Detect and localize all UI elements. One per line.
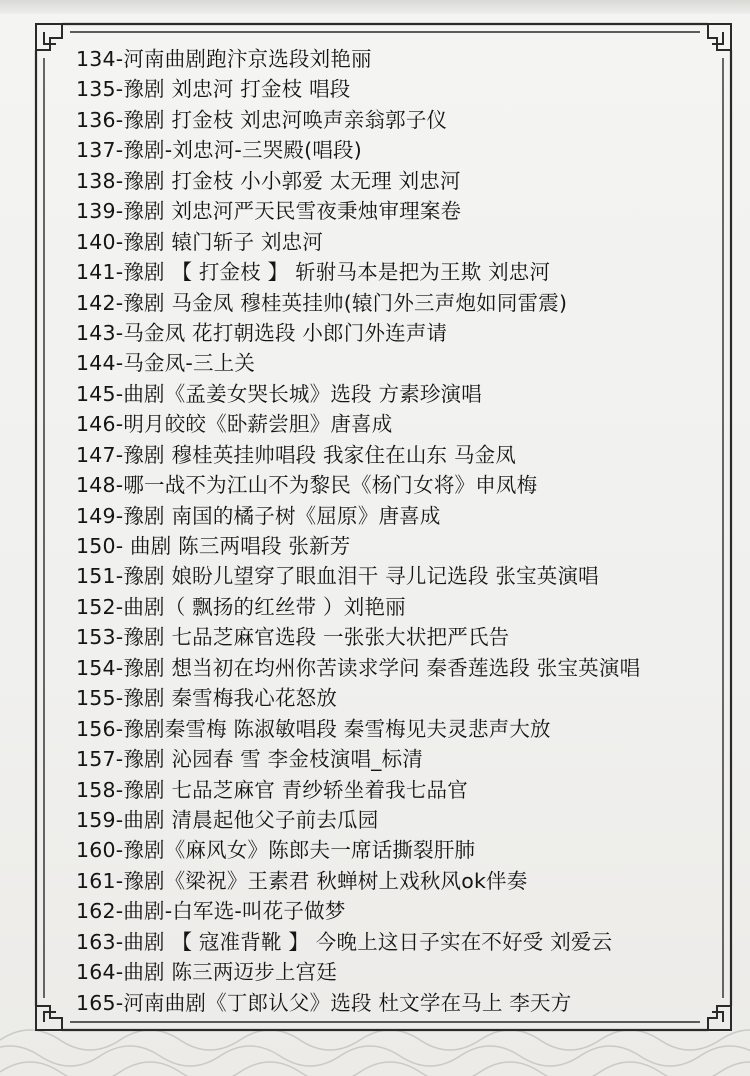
list-item: 140-豫剧 辕门斩子 刘忠河 [76,229,324,254]
list-item: 165-河南曲剧《丁郎认父》选段 杜文学在马上 李天方 [76,990,572,1015]
list-item: 160-豫剧《麻风女》陈郎夫一席话撕裂肝肺 [76,838,476,863]
list-item: 163-曲剧 【 寇准背靴 】 今晚上这日子实在不好受 刘爱云 [76,929,613,954]
list-item: 143-马金凤 花打朝选段 小郎门外连声请 [76,320,448,345]
list-item: 148-哪一战不为江山不为黎民《杨门女将》申凤梅 [76,473,538,498]
list-item: 150- 曲剧 陈三两唱段 张新芳 [76,534,351,558]
list-item: 144-马金凤-三上关 [76,351,256,376]
list-item: 162-曲剧-白军选-叫花子做梦 [76,899,346,924]
list-item: 158-豫剧 七品芝麻官 青纱轿坐着我七品官 [76,777,468,802]
list-item: 161-豫剧《梁祝》王素君 秋蝉树上戏秋风ok伴奏 [76,868,528,893]
list-item: 142-豫剧 马金凤 穆桂英挂帅(辕门外三声炮如同雷震) [76,290,568,315]
list-item: 157-豫剧 沁园春 雪 李金枝演唱_标清 [76,747,424,772]
list-item: 146-明月皎皎《卧薪尝胆》唐喜成 [76,412,393,437]
list-item: 149-豫剧 南国的橘子树《屈原》唐喜成 [76,503,441,528]
list-item: 138-豫剧 打金枝 小小郭爱 太无理 刘忠河 [76,168,461,193]
list-item: 135-豫剧 刘忠河 打金枝 唱段 [76,77,351,102]
list-item: 137-豫剧-刘忠河-三哭殿(唱段) [76,138,362,163]
list-item: 134-河南曲剧跑汴京选段刘艳丽 [76,47,372,71]
song-list [76,44,726,1018]
list-item: 159-曲剧 清晨起他父子前去瓜园 [76,807,379,832]
list-item: 156-豫剧秦雪梅 陈淑敏唱段 秦雪梅见夫灵悲声大放 [76,716,551,741]
list-item: 136-豫剧 打金枝 刘忠河唤声亲翁郭子仪 [76,107,448,132]
wave-pattern [0,1030,750,1076]
list-item: 164-曲剧 陈三两迈步上宫廷 [76,960,338,985]
list-item: 147-豫剧 穆桂英挂帅唱段 我家住在山东 马金凤 [76,442,517,467]
list-item: 141-豫剧 【 打金枝 】 斩驸马本是把为王欺 刘忠河 [76,260,551,285]
list-item: 152-曲剧（ 飘扬的红丝带 ）刘艳丽 [76,594,406,619]
list-item: 154-豫剧 想当初在均州你苦读求学问 秦香莲选段 张宝英演唱 [76,655,641,680]
list-item: 151-豫剧 娘盼儿望穿了眼血泪干 寻儿记选段 张宝英演唱 [76,564,599,589]
list-item: 155-豫剧 秦雪梅我心花怒放 [76,686,338,711]
list-item: 139-豫剧 刘忠河严天民雪夜秉烛审理案卷 [76,199,462,224]
list-item: 153-豫剧 七品芝麻官选段 一张张大状把严氏告 [76,625,510,650]
list-item: 145-曲剧《孟姜女哭长城》选段 方素珍演唱 [76,381,482,406]
